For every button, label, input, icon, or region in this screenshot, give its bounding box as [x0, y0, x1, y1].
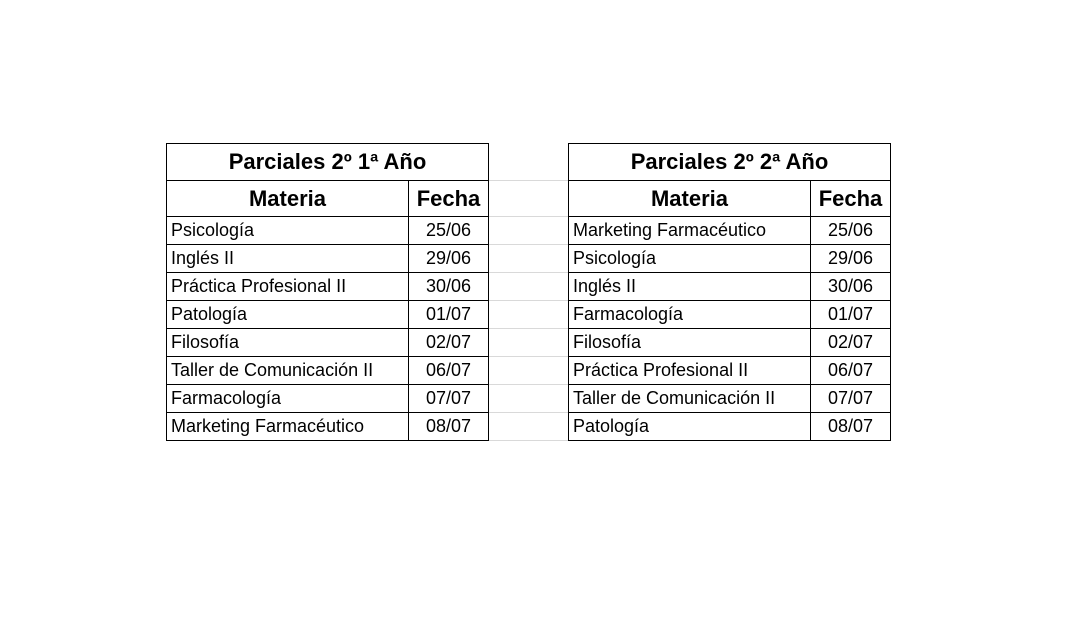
table-row [167, 245, 489, 273]
date-cell: 08/07 [409, 413, 489, 441]
gridline [489, 300, 569, 301]
gridline [489, 180, 569, 181]
subject-cell: Marketing Farmacéutico [569, 217, 811, 245]
subject-cell: Farmacología [569, 301, 811, 329]
subject-cell: Patología [569, 413, 811, 441]
table-row [569, 273, 891, 301]
table-row [569, 357, 891, 385]
table-title: Parciales 2º 1ª Año [167, 144, 489, 181]
date-cell: 06/07 [811, 357, 891, 385]
subject-cell: Inglés II [569, 273, 811, 301]
gridline [489, 356, 569, 357]
date-cell: 07/07 [811, 385, 891, 413]
subject-cell: Marketing Farmacéutico [167, 413, 409, 441]
date-cell: 30/06 [409, 273, 489, 301]
table-row [569, 217, 891, 245]
column-header-materia: Materia [569, 181, 811, 217]
table-row [569, 385, 891, 413]
date-cell: 25/06 [409, 217, 489, 245]
subject-cell: Psicología [167, 217, 409, 245]
table-row [569, 245, 891, 273]
date-cell: 06/07 [409, 357, 489, 385]
date-cell: 02/07 [811, 329, 891, 357]
subject-cell: Patología [167, 301, 409, 329]
subject-cell: Filosofía [569, 329, 811, 357]
table-row [167, 385, 489, 413]
subject-cell: Filosofía [167, 329, 409, 357]
subject-cell: Inglés II [167, 245, 409, 273]
table-row [569, 301, 891, 329]
date-cell: 01/07 [811, 301, 891, 329]
date-cell: 02/07 [409, 329, 489, 357]
date-cell: 01/07 [409, 301, 489, 329]
column-header-materia: Materia [167, 181, 409, 217]
subject-cell: Práctica Profesional II [167, 273, 409, 301]
subject-cell: Taller de Comunicación II [167, 357, 409, 385]
table-row [167, 413, 489, 441]
gridline [489, 440, 569, 441]
gridline [489, 272, 569, 273]
table-row [167, 273, 489, 301]
date-cell: 30/06 [811, 273, 891, 301]
table-row [569, 329, 891, 357]
gridline [489, 216, 569, 217]
gridline [489, 384, 569, 385]
date-cell: 08/07 [811, 413, 891, 441]
table-title: Parciales 2º 2ª Año [569, 144, 891, 181]
gridline [489, 412, 569, 413]
subject-cell: Taller de Comunicación II [569, 385, 811, 413]
gridline [489, 328, 569, 329]
date-cell: 29/06 [811, 245, 891, 273]
table-row [569, 413, 891, 441]
table-row [167, 329, 489, 357]
column-header-fecha: Fecha [409, 181, 489, 217]
table-row [167, 217, 489, 245]
table-row [167, 357, 489, 385]
subject-cell: Práctica Profesional II [569, 357, 811, 385]
column-header-fecha: Fecha [811, 181, 891, 217]
exam-table-second [568, 143, 891, 441]
subject-cell: Psicología [569, 245, 811, 273]
table-row [167, 301, 489, 329]
date-cell: 07/07 [409, 385, 489, 413]
gridline [489, 244, 569, 245]
date-cell: 29/06 [409, 245, 489, 273]
exam-table-first [166, 143, 489, 441]
date-cell: 25/06 [811, 217, 891, 245]
subject-cell: Farmacología [167, 385, 409, 413]
